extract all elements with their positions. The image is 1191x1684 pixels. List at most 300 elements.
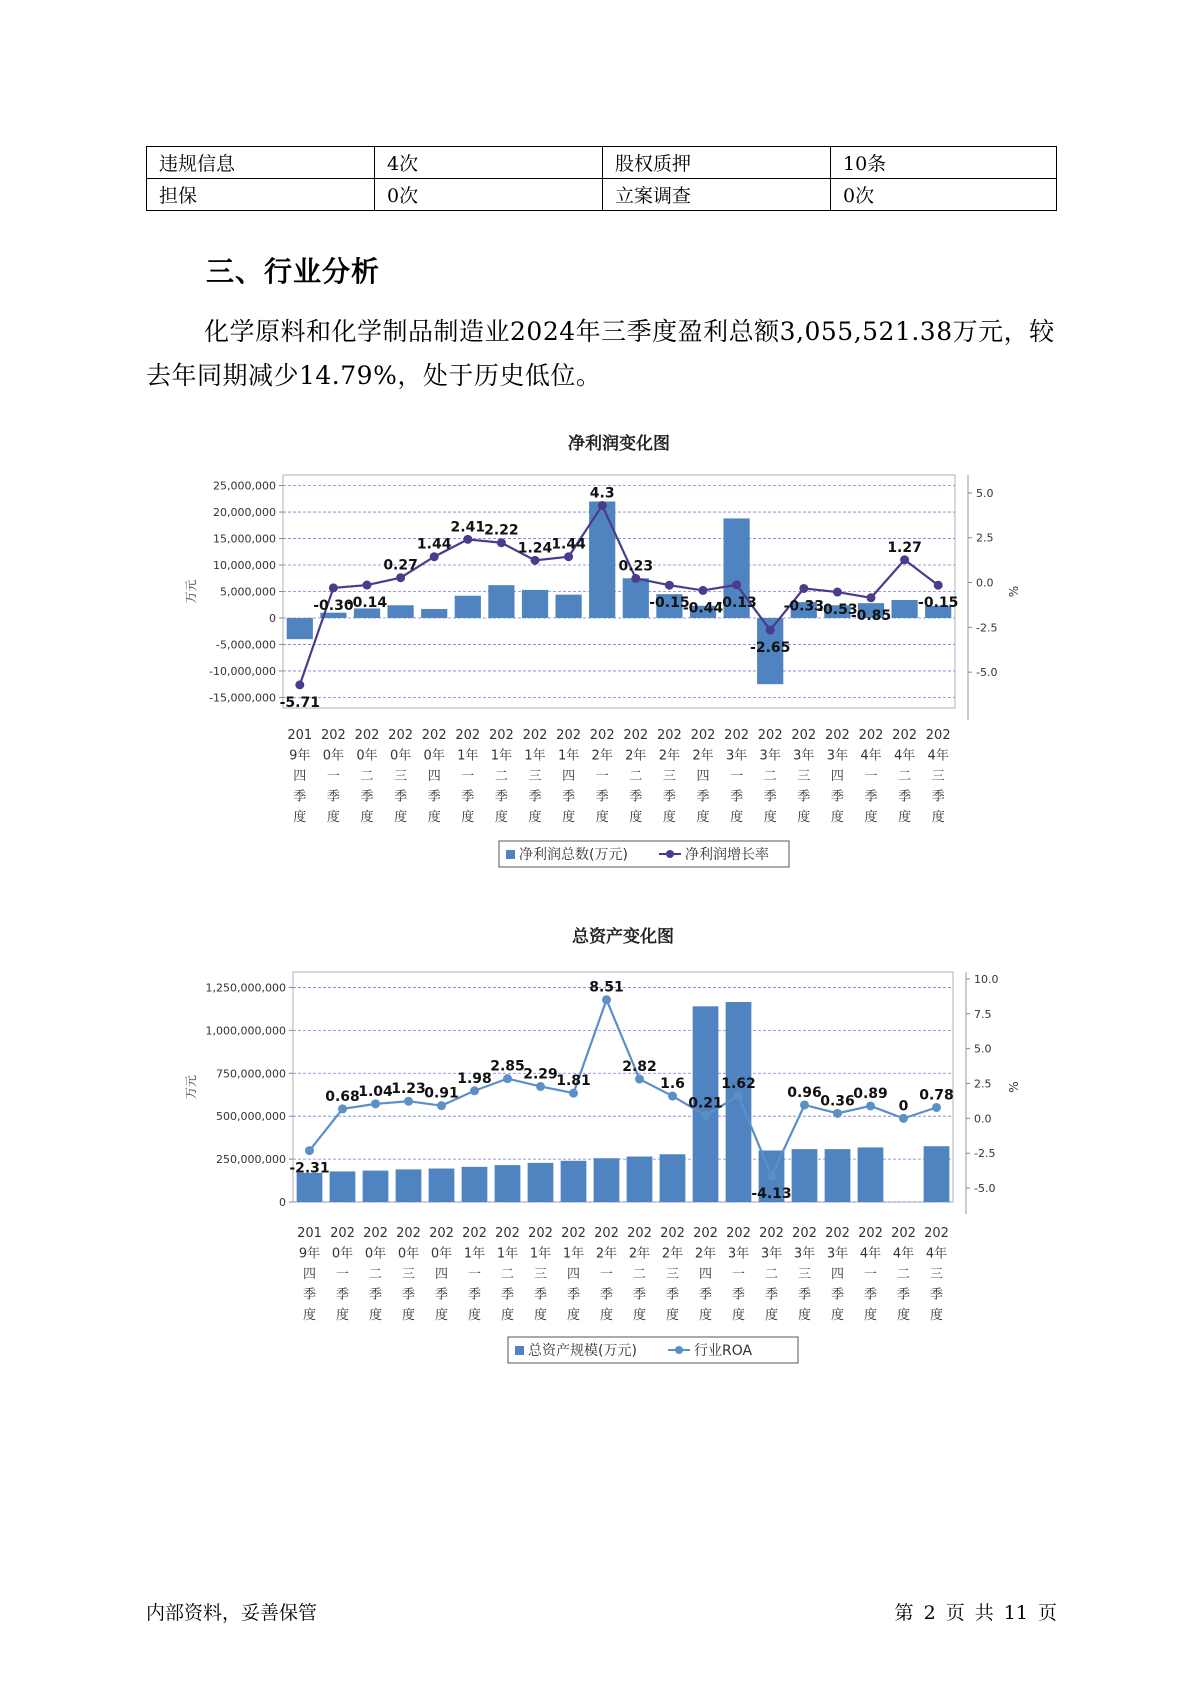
category-label: 202 (363, 1226, 388, 1241)
category-label: 度 (698, 1308, 713, 1323)
category-label: 季 (394, 789, 408, 805)
left-tick-label: 15,000,000 (213, 532, 276, 546)
category-label: 202 (792, 1226, 817, 1241)
category-label: 3年 (793, 748, 815, 764)
category-label: 4年 (892, 1246, 915, 1262)
line-point (363, 581, 372, 590)
line-point (371, 1099, 380, 1108)
data-label: -0.15 (918, 595, 959, 612)
bar (387, 605, 413, 618)
net-profit-chart (0, 425, 1191, 880)
category-label: 202 (724, 728, 750, 743)
data-label: 2.41 (450, 519, 486, 536)
category-label: 度 (662, 810, 676, 825)
category-label: 度 (368, 1308, 383, 1323)
left-tick-label: 25,000,000 (213, 479, 276, 493)
category-label: 202 (858, 728, 884, 743)
footer-note: 内部资料，妥善保管 (146, 1602, 318, 1624)
category-label: 一 (595, 769, 609, 784)
category-label: 1年 (557, 748, 580, 764)
table-cell: 股权质押 (603, 147, 831, 179)
line-point (665, 581, 674, 590)
category-label: 度 (360, 810, 374, 825)
legend-bar-swatch (506, 850, 515, 859)
category-label: 季 (931, 789, 945, 805)
category-label: 202 (791, 728, 817, 743)
category-label: 度 (830, 810, 844, 825)
left-tick-label: 750,000,000 (216, 1067, 286, 1081)
line-point (932, 1103, 941, 1112)
category-label: 201 (297, 1226, 322, 1241)
bar (924, 1146, 950, 1202)
line-point (867, 593, 876, 602)
bar (627, 1157, 653, 1202)
line-point (295, 680, 304, 689)
category-label: 202 (925, 728, 951, 743)
category-label: 季 (830, 789, 844, 805)
left-tick-label: 500,000,000 (216, 1110, 286, 1124)
data-label: -0.33 (783, 598, 824, 615)
line-point (699, 586, 708, 595)
right-tick-label: -5.0 (974, 1182, 996, 1196)
right-tick-label: 2.5 (976, 531, 994, 545)
line-point (536, 1082, 545, 1091)
category-label: 202 (627, 1226, 652, 1241)
right-tick-label: 10.0 (974, 972, 999, 986)
bar (396, 1169, 422, 1202)
line-point (503, 1074, 512, 1083)
line-point (701, 1111, 710, 1120)
bar (330, 1171, 356, 1202)
left-tick-label: 0 (269, 611, 276, 625)
category-label: 0年 (322, 748, 345, 764)
category-label: 季 (461, 789, 475, 805)
category-label: 一 (864, 769, 878, 784)
category-label: 3年 (826, 1246, 849, 1262)
category-label: 季 (665, 1287, 680, 1303)
info-table (146, 146, 1057, 211)
line-point (470, 1086, 479, 1095)
data-label: 1.04 (358, 1083, 393, 1100)
line-point (497, 538, 506, 547)
table-cell: 违规信息 (147, 147, 375, 179)
category-label: 度 (467, 1308, 482, 1323)
category-label: 0年 (356, 748, 378, 764)
total-assets-chart (0, 920, 1191, 1380)
category-label: 度 (427, 810, 441, 825)
category-label: 202 (488, 728, 514, 743)
bar (594, 1158, 620, 1202)
category-label: 季 (528, 789, 542, 805)
category-label: 度 (830, 1308, 845, 1323)
legend-line-label: 净利润增长率 (685, 847, 769, 863)
table-row (147, 179, 1057, 211)
line-point (800, 1100, 809, 1109)
category-label: 季 (731, 1287, 746, 1303)
data-label: -5.71 (279, 694, 320, 711)
category-label: 季 (696, 789, 710, 805)
category-label: 度 (665, 1308, 680, 1323)
category-label: 度 (566, 1308, 581, 1323)
table-cell: 担保 (147, 179, 375, 211)
category-label: 202 (462, 1226, 487, 1241)
bar (429, 1169, 455, 1202)
table-cell: 0次 (375, 179, 603, 211)
category-label: 季 (533, 1287, 548, 1303)
line-point (833, 588, 842, 597)
right-tick-label: -2.5 (976, 621, 998, 635)
category-label: 四 (427, 769, 441, 784)
category-label: 0年 (364, 1246, 387, 1262)
category-label: 度 (434, 1308, 449, 1323)
bar (792, 1149, 818, 1202)
category-label: 2年 (658, 748, 681, 764)
table-cell: 立案调查 (603, 179, 831, 211)
category-label: 二 (764, 1267, 779, 1282)
category-label: 202 (396, 1226, 421, 1241)
category-label: 二 (500, 1267, 515, 1282)
line-point (531, 556, 540, 565)
category-label: 202 (824, 728, 850, 743)
chart-title: 净利润变化图 (568, 434, 670, 454)
line-point (338, 1104, 347, 1113)
category-label: 季 (566, 1287, 581, 1303)
category-label: 202 (320, 728, 346, 743)
data-label: 0.91 (424, 1085, 459, 1102)
right-axis-title: % (1007, 585, 1021, 598)
category-label: 度 (562, 810, 576, 825)
category-label: 2年 (692, 748, 714, 764)
category-label: 季 (730, 789, 744, 805)
category-label: 0年 (397, 1246, 420, 1262)
category-label: 2年 (661, 1246, 684, 1262)
category-label: 度 (293, 810, 307, 825)
category-label: 度 (763, 810, 777, 825)
category-label: 三 (797, 769, 811, 784)
category-label: 度 (302, 1308, 317, 1323)
category-label: 三 (797, 1267, 812, 1282)
left-tick-label: -5,000,000 (216, 638, 276, 652)
table-cell: 4次 (375, 147, 603, 179)
left-tick-label: 20,000,000 (213, 506, 276, 520)
category-label: 3年 (759, 748, 781, 764)
line-point (833, 1109, 842, 1118)
line-point (430, 552, 439, 561)
data-label: -0.30 (313, 597, 354, 614)
data-label: -0.13 (716, 594, 757, 611)
category-label: 202 (528, 1226, 553, 1241)
category-label: 度 (764, 1308, 779, 1323)
data-label: 1.27 (887, 539, 922, 556)
category-label: 度 (335, 1308, 350, 1323)
category-label: 度 (394, 810, 408, 825)
category-label: 四 (293, 769, 307, 784)
data-label: 1.62 (721, 1075, 756, 1092)
category-label: 三 (394, 769, 408, 784)
category-label: 202 (726, 1226, 751, 1241)
category-label: 3年 (727, 1246, 750, 1262)
data-label: 1.98 (457, 1070, 492, 1087)
category-label: 季 (293, 789, 307, 805)
category-label: 1年 (529, 1246, 552, 1262)
data-label: 2.22 (484, 522, 519, 539)
category-label: 季 (864, 789, 878, 805)
category-label: 202 (522, 728, 548, 743)
data-label: 0.36 (820, 1093, 855, 1110)
data-label: -2.31 (289, 1160, 330, 1177)
category-label: 季 (599, 1287, 614, 1303)
data-label: -0.44 (682, 600, 724, 617)
line-point (734, 1091, 743, 1100)
line-point (305, 1146, 314, 1155)
category-label: 1年 (490, 748, 513, 764)
category-label: 季 (368, 1287, 383, 1303)
line-point (463, 535, 472, 544)
bar (555, 595, 581, 618)
category-label: 202 (656, 728, 682, 743)
data-label: 2.82 (622, 1059, 657, 1076)
category-label: 202 (455, 728, 481, 743)
category-label: 度 (896, 1308, 911, 1323)
section-paragraph: 化学原料和化学制品制造业2024年三季度盈利总额3,055,521.38万元，较去年同期减少14.79%，处于历史低位。 (146, 317, 1055, 390)
category-label: 度 (629, 810, 643, 825)
category-label: 季 (830, 1287, 845, 1303)
category-label: 季 (562, 789, 576, 805)
category-label: 一 (326, 769, 340, 784)
category-label: 一 (731, 1267, 746, 1282)
category-label: 0年 (423, 748, 445, 764)
data-label: 1.23 (391, 1081, 426, 1098)
category-label: 202 (924, 1226, 949, 1241)
left-tick-label: 5,000,000 (220, 585, 276, 599)
category-label: 度 (898, 810, 912, 825)
category-label: 0年 (389, 748, 412, 764)
category-label: 四 (434, 1267, 449, 1282)
left-tick-label: 1,000,000,000 (205, 1024, 286, 1038)
bar (561, 1161, 587, 1202)
category-label: 202 (421, 728, 447, 743)
category-label: 一 (730, 769, 744, 784)
category-label: 202 (429, 1226, 454, 1241)
category-label: 一 (863, 1267, 878, 1282)
page-number: 第 2 页 共 11 页 (894, 1602, 1057, 1624)
data-label: -0.85 (850, 607, 892, 624)
section-heading: 三、行业分析 (206, 255, 381, 288)
category-label: 季 (929, 1287, 944, 1303)
data-label: 0.68 (325, 1088, 360, 1105)
category-label: 度 (528, 810, 542, 825)
category-label: 度 (929, 1308, 944, 1323)
data-label: -0.53 (817, 602, 858, 619)
category-label: 四 (698, 1267, 713, 1282)
category-label: 度 (632, 1308, 647, 1323)
category-label: 二 (632, 1267, 647, 1282)
line-point (437, 1101, 446, 1110)
bar (623, 578, 649, 618)
category-label: 一 (461, 769, 475, 784)
category-label: 季 (797, 789, 811, 805)
data-label: 0.21 (688, 1095, 723, 1112)
category-label: 季 (302, 1287, 317, 1303)
category-label: 1年 (457, 748, 479, 764)
data-label: 0.78 (919, 1087, 954, 1104)
category-label: 季 (898, 789, 912, 805)
category-label: 202 (858, 1226, 883, 1241)
category-label: 202 (561, 1226, 586, 1241)
category-label: 4年 (860, 748, 882, 764)
legend-line-marker (675, 1346, 683, 1354)
data-label: -4.13 (751, 1185, 792, 1202)
category-label: 202 (623, 728, 649, 743)
line-point (404, 1097, 413, 1106)
data-label: 1.24 (517, 540, 553, 557)
category-label: 9年 (289, 748, 311, 764)
category-label: 三 (931, 769, 945, 784)
category-label: 度 (533, 1308, 548, 1323)
data-label: 1.81 (556, 1073, 591, 1090)
category-label: 季 (629, 789, 643, 805)
category-label: 2年 (591, 748, 613, 764)
category-label: 度 (401, 1308, 416, 1323)
bar (528, 1163, 554, 1202)
category-label: 度 (797, 1308, 812, 1323)
category-label: 1年 (463, 1246, 486, 1262)
table-cell: 10条 (831, 147, 1057, 179)
category-label: 季 (467, 1287, 482, 1303)
bar (287, 618, 313, 639)
category-label: 三 (528, 769, 542, 784)
data-label: 0.23 (618, 558, 654, 575)
right-axis-title: % (1007, 1081, 1021, 1093)
category-label: 季 (595, 789, 609, 805)
line-point (934, 581, 943, 590)
category-label: 4年 (927, 748, 949, 764)
line-point (635, 1075, 644, 1084)
data-label: 0.96 (787, 1084, 822, 1101)
category-label: 四 (830, 769, 844, 784)
category-label: 季 (632, 1287, 647, 1303)
category-label: 季 (326, 789, 340, 805)
line-point (396, 573, 405, 582)
data-label: 1.6 (660, 1076, 685, 1093)
left-axis-title: 万元 (184, 579, 198, 604)
data-label: -0.15 (649, 595, 690, 612)
left-axis-title: 万元 (184, 1074, 198, 1100)
line-point (899, 1114, 908, 1123)
category-label: 4年 (859, 1246, 882, 1262)
category-label: 季 (698, 1287, 713, 1303)
data-label: 2.29 (523, 1066, 558, 1083)
category-label: 季 (797, 1287, 812, 1303)
line-point (766, 626, 775, 635)
category-label: 0年 (331, 1246, 354, 1262)
category-label: 季 (863, 1287, 878, 1303)
category-label: 季 (896, 1287, 911, 1303)
category-label: 度 (494, 810, 508, 825)
data-label: -2.65 (750, 640, 791, 657)
right-tick-label: 7.5 (974, 1007, 992, 1021)
bar (455, 596, 481, 618)
category-label: 三 (929, 1267, 944, 1282)
category-label: 三 (662, 769, 676, 784)
category-label: 202 (594, 1226, 619, 1241)
bar (462, 1167, 488, 1202)
category-label: 二 (368, 1267, 383, 1282)
left-tick-label: 250,000,000 (216, 1153, 286, 1167)
right-tick-label: -5.0 (976, 666, 998, 680)
right-tick-label: 0.0 (974, 1112, 992, 1126)
category-label: 0年 (430, 1246, 453, 1262)
data-label: 0.27 (383, 557, 418, 574)
left-tick-label: 0 (279, 1196, 286, 1209)
bar (488, 585, 514, 618)
category-label: 度 (595, 810, 609, 825)
category-label: 四 (302, 1267, 317, 1282)
category-label: 度 (326, 810, 340, 825)
bar (858, 1147, 884, 1202)
chart-title: 总资产变化图 (572, 927, 674, 947)
category-label: 季 (494, 789, 508, 805)
left-tick-label: -15,000,000 (209, 691, 276, 705)
category-label: 季 (763, 789, 777, 805)
category-label: 202 (660, 1226, 685, 1241)
category-label: 1年 (562, 1246, 585, 1262)
category-label: 季 (401, 1287, 416, 1303)
right-tick-label: -2.5 (974, 1147, 996, 1161)
category-label: 二 (360, 769, 374, 784)
line-point (602, 995, 611, 1004)
line-point (866, 1101, 875, 1110)
category-label: 202 (759, 1226, 784, 1241)
category-label: 度 (500, 1308, 515, 1323)
bar (297, 1173, 323, 1202)
category-label: 二 (763, 769, 777, 784)
category-label: 202 (388, 728, 414, 743)
bar (660, 1154, 686, 1202)
line-point (732, 580, 741, 589)
category-label: 三 (665, 1267, 680, 1282)
line-point (900, 555, 909, 564)
category-label: 3年 (793, 1246, 816, 1262)
category-label: 季 (335, 1287, 350, 1303)
data-label: 1.44 (416, 536, 452, 553)
category-label: 1年 (496, 1246, 519, 1262)
category-label: 2年 (628, 1246, 651, 1262)
category-label: 二 (896, 1267, 911, 1282)
legend-bar-label: 净利润总数(万元) (519, 847, 628, 863)
category-label: 9年 (298, 1246, 321, 1262)
data-label: 8.51 (589, 979, 624, 996)
category-label: 度 (731, 1308, 746, 1323)
bar (522, 590, 548, 618)
category-label: 3年 (826, 748, 849, 764)
line-point (329, 583, 338, 592)
category-label: 季 (427, 789, 441, 805)
category-label: 202 (891, 1226, 916, 1241)
category-label: 二 (898, 769, 912, 784)
category-label: 1年 (524, 748, 546, 764)
category-label: 202 (693, 1226, 718, 1241)
category-label: 202 (495, 1226, 520, 1241)
category-label: 202 (825, 1226, 850, 1241)
category-label: 度 (931, 810, 945, 825)
left-tick-label: -10,000,000 (209, 664, 276, 678)
category-label: 202 (757, 728, 783, 743)
category-label: 3年 (725, 748, 748, 764)
category-label: 202 (892, 728, 918, 743)
category-label: 3年 (760, 1246, 783, 1262)
table-row (147, 147, 1057, 179)
